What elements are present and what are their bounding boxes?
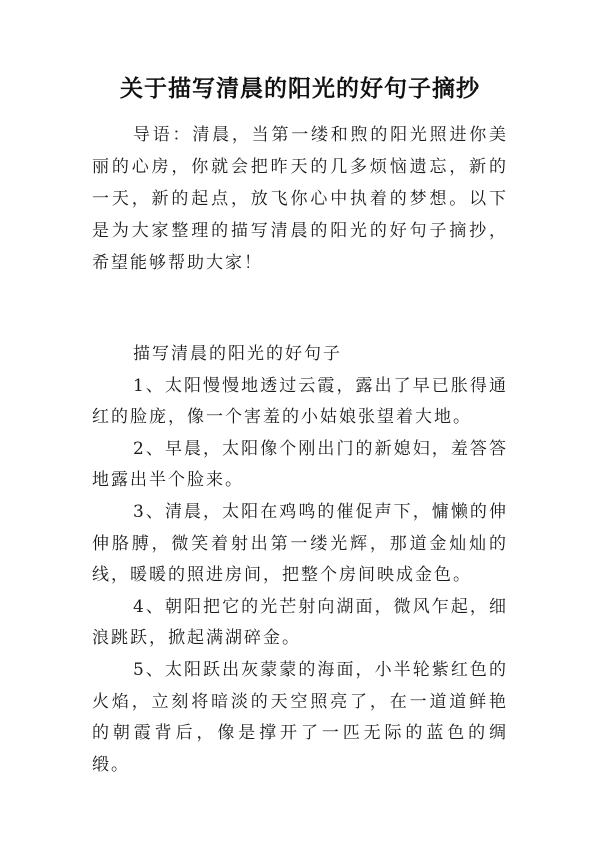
list-item: 3、清晨，太阳在鸡鸣的催促声下，慵懒的伸伸胳膊，微笑着射出第一缕光辉，那道金灿灿的线，暖暖的照进房间，把整个房间映成金色。 [92,501,508,586]
page-title: 关于描写清晨的阳光的好句子摘抄 [120,75,480,102]
list-item: 5、太阳跃出灰蒙蒙的海面，小半轮紫红色的火焰，立刻将暗淡的天空照亮了，在一道道鲜艳的朝霞背后，像是撑开了一匹无际的蓝色的绸缎。 [92,659,508,775]
intro-paragraph: 导语：清晨，当第一缕和煦的阳光照进你美丽的心房，你就会把昨天的几多烦恼遗忘，新的一天，新的起点，放飞你心中执着的梦想。以下是为大家整理的描写清晨的阳光的好句子摘抄，希望能够帮助大家！ [92,125,508,273]
list-item: 4、朝阳把它的光芒射向湖面，微风乍起，细浪跳跃，掀起满湖碎金。 [92,596,508,649]
list-item: 2、早晨，太阳像个刚出门的新媳妇，羞答答地露出半个脸来。 [92,438,508,491]
list-item: 1、太阳慢慢地透过云霞，露出了早已胀得通红的脸庞，像一个害羞的小姑娘张望着大地。 [92,375,508,428]
section-heading: 描写清晨的阳光的好句子 [133,344,342,364]
sentence-section [92,339,508,781]
